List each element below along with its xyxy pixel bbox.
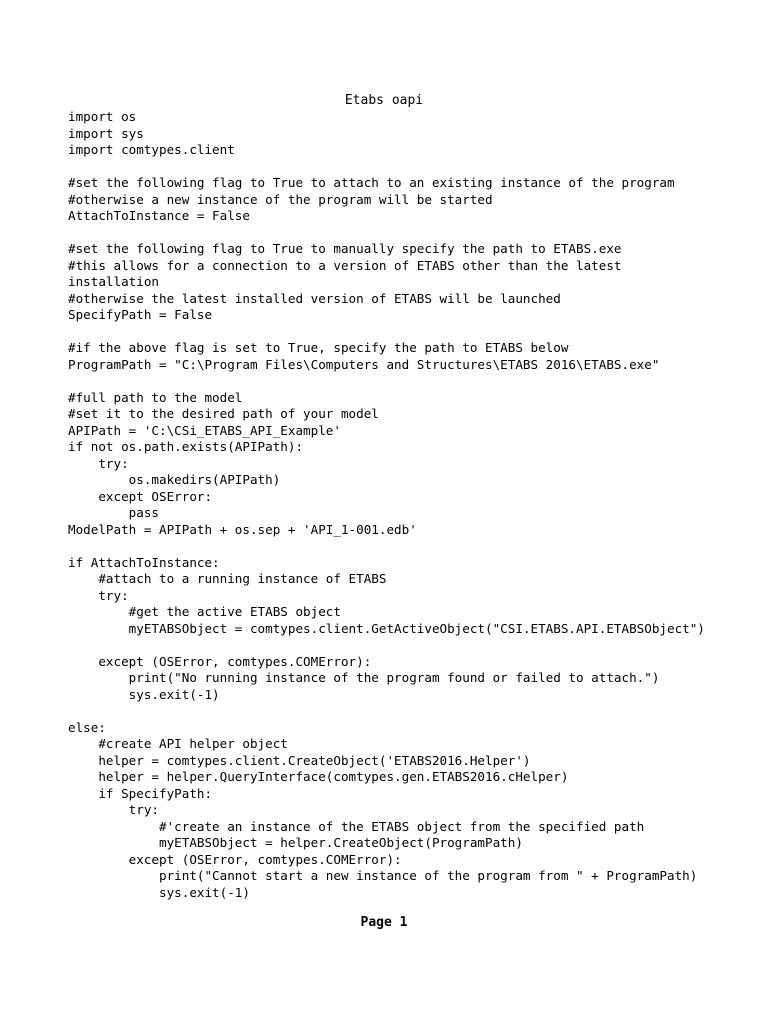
code-line: try: [68, 802, 159, 817]
code-line [68, 703, 758, 720]
code-line: import sys [68, 125, 144, 141]
code-line: #create API helper object [68, 736, 288, 751]
code-line: helper = helper.QueryInterface(comtypes.gen.ETABS2016.cHelper) [68, 769, 569, 784]
code-line: #full path to the model [68, 389, 243, 405]
code-line: #if the above flag is set to True, specify the path to ETABS below [68, 340, 569, 355]
code-line: #set it to the desired path of your model [68, 406, 379, 421]
code-line: #set the following flag to True to manually specify the path to ETABS.exe [68, 241, 622, 256]
code-line: myETABSObject = comtypes.client.GetActiveObject("CSI.ETABS.API.ETABSObject") [68, 620, 705, 636]
code-line: #'create an instance of the ETABS object from the specified path [68, 818, 645, 834]
code-line: if SpecifyPath: [68, 785, 213, 801]
code-line: import os [68, 109, 137, 124]
code-line: sys.exit(-1) [68, 686, 220, 702]
code-line: APIPath = 'C:\CSi_ETABS_API_Example' [68, 422, 341, 438]
code-line [68, 324, 758, 341]
code-line: print("No running instance of the program found or failed to attach.") [68, 670, 660, 685]
code-line [68, 159, 758, 176]
code-line: try: [68, 587, 129, 603]
code-line: sys.exit(-1) [68, 884, 250, 900]
code-line [68, 225, 758, 242]
code-line: #set the following flag to True to attach to an existing instance of the program [68, 175, 675, 190]
page-number: Page 1 [360, 915, 408, 930]
code-line: if not os.path.exists(APIPath): [68, 439, 304, 454]
code-line: ModelPath = APIPath + os.sep + 'API_1-001.edb' [68, 521, 417, 537]
code-line: #otherwise the latest installed version of ETABS will be launched [68, 290, 561, 306]
code-line: ProgramPath = "C:\Program Files\Computers and Structures\ETABS 2016\ETABS.exe" [68, 356, 660, 372]
code-line: print("Cannot start a new instance of the program from " + ProgramPath) [68, 868, 698, 883]
code-line: pass [68, 505, 159, 520]
code-line: #this allows for a connection to a version of ETABS other than the latest [68, 257, 622, 273]
code-line: AttachToInstance = False [68, 208, 250, 223]
code-line: except (OSError, comtypes.COMError): [68, 653, 372, 669]
document-title: Etabs oapi [344, 93, 424, 108]
code-line: except (OSError, comtypes.COMError): [68, 851, 402, 867]
code-line [68, 538, 758, 555]
code-line: try: [68, 455, 129, 471]
code-line: #attach to a running instance of ETABS [68, 571, 387, 586]
code-line: installation [68, 274, 159, 289]
code-line [68, 373, 758, 390]
code-line: myETABSObject = helper.CreateObject(ProgramPath) [68, 835, 523, 850]
code-line: except OSError: [68, 488, 213, 504]
code-line: #otherwise a new instance of the program will be started [68, 191, 493, 207]
code-line: import comtypes.client [68, 142, 235, 157]
code-line: helper = comtypes.client.CreateObject('ETABS2016.Helper') [68, 752, 531, 768]
code-line: #get the active ETABS object [68, 604, 341, 619]
code-line [68, 637, 758, 654]
code-line: SpecifyPath = False [68, 307, 213, 322]
code-line: os.makedirs(APIPath) [68, 472, 281, 487]
code-listing [68, 109, 758, 901]
code-line: if AttachToInstance: [68, 554, 220, 570]
code-line: else: [68, 719, 106, 735]
